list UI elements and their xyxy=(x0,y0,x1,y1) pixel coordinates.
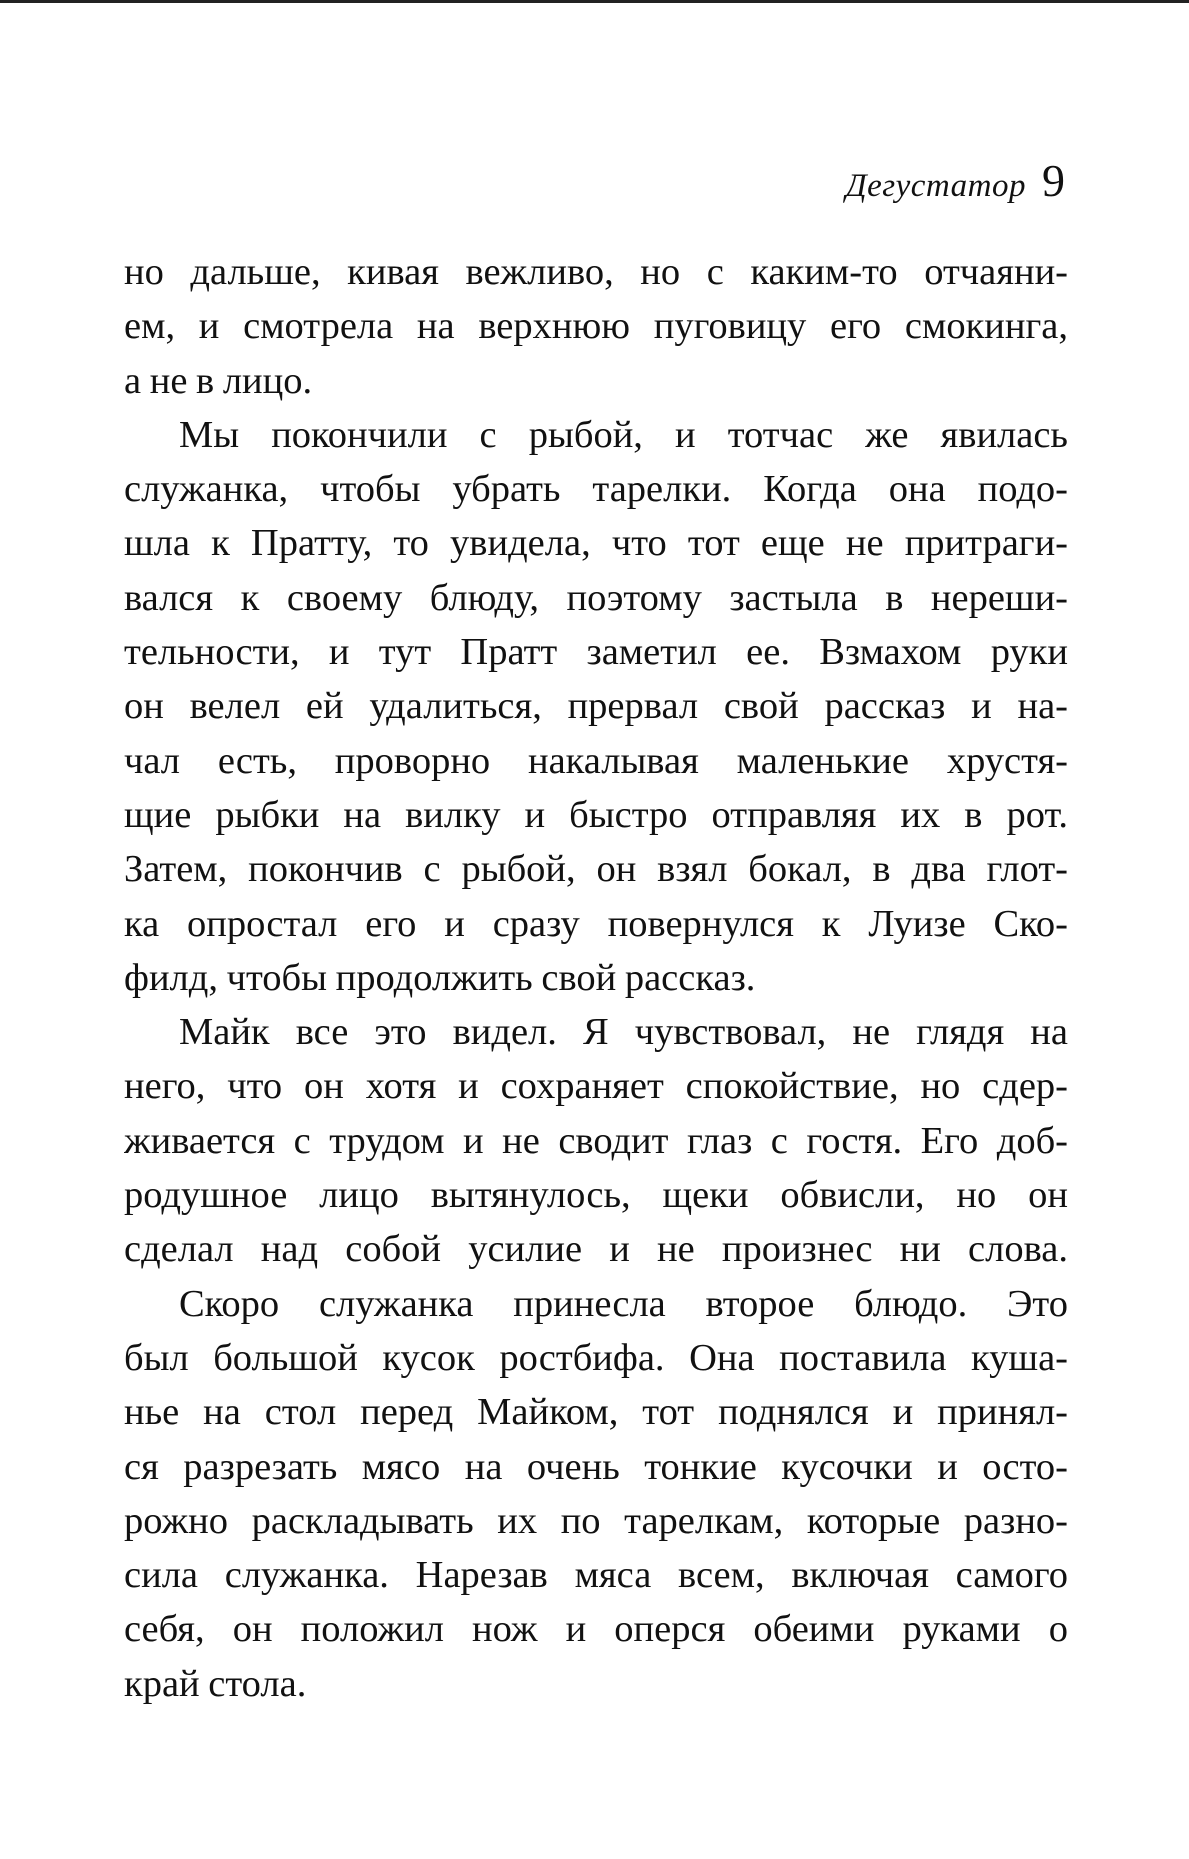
text-line: был большой кусок ростбифа. Она поставила куша- xyxy=(124,1336,1068,1379)
text-line: чал есть, проворно накалывая маленькие хрустя- xyxy=(124,739,1068,782)
text-line: щие рыбки на вилку и быстро отправляя их в рот. xyxy=(124,793,1068,836)
text-line: Затем, покончив с рыбой, он взял бокал, в два глот- xyxy=(124,848,1068,891)
text-line: сила служанка. Нарезав мяса всем, включая самого xyxy=(124,1554,1068,1597)
text-line: нье на стол перед Майком, тот поднялся и принял- xyxy=(124,1391,1068,1434)
body-text xyxy=(124,245,1068,1711)
text-line: рожно раскладывать их по тарелкам, которые разно- xyxy=(124,1499,1068,1542)
text-line: край стола. xyxy=(124,1662,307,1705)
text-line: филд, чтобы продолжить свой рассказ. xyxy=(124,956,756,999)
text-line: служанка, чтобы убрать тарелки. Когда она подо- xyxy=(124,468,1068,511)
text-line: шла к Пратту, то увидела, что тот еще не притраги- xyxy=(124,522,1068,565)
text-line: он велел ей удалиться, прервал свой рассказ и на- xyxy=(124,685,1068,728)
top-border-rule xyxy=(0,0,1189,3)
text-line: родушное лицо вытянулось, щеки обвисли, но он xyxy=(124,1174,1068,1217)
text-line: него, что он хотя и сохраняет спокойствие, но сдер- xyxy=(124,1065,1068,1108)
page-number: 9 xyxy=(1042,155,1065,206)
text-line: Скоро служанка принесла второе блюдо. Это xyxy=(179,1282,1068,1325)
text-line: ка опростал его и сразу повернулся к Луизе Ско- xyxy=(124,902,1068,945)
text-line: Майк все это видел. Я чувствовал, не глядя на xyxy=(179,1011,1068,1054)
text-line: сделал над собой усилие и не произнес ни слова. xyxy=(124,1228,1068,1271)
text-line: ем, и смотрела на верхнюю пуговицу его смокинга, xyxy=(124,305,1068,348)
text-line: тельности, и тут Пратт заметил ее. Взмахом руки xyxy=(124,631,1068,674)
text-line: живается с трудом и не сводит глаз с гостя. Его доб- xyxy=(124,1119,1068,1162)
text-line: но дальше, кивая вежливо, но с каким-то отчаяни- xyxy=(124,251,1068,293)
text-line: себя, он положил нож и оперся обеими руками о xyxy=(124,1608,1068,1651)
running-title: Дегустатор xyxy=(845,168,1026,204)
text-line: Мы покончили с рыбой, и тотчас же явилась xyxy=(179,413,1068,456)
text-line: ся разрезать мясо на очень тонкие кусочки и осто- xyxy=(124,1445,1068,1488)
text-line: вался к своему блюду, поэтому застыла в нереши- xyxy=(124,576,1068,619)
text-line: а не в лицо. xyxy=(124,359,313,402)
running-header xyxy=(845,155,1065,206)
